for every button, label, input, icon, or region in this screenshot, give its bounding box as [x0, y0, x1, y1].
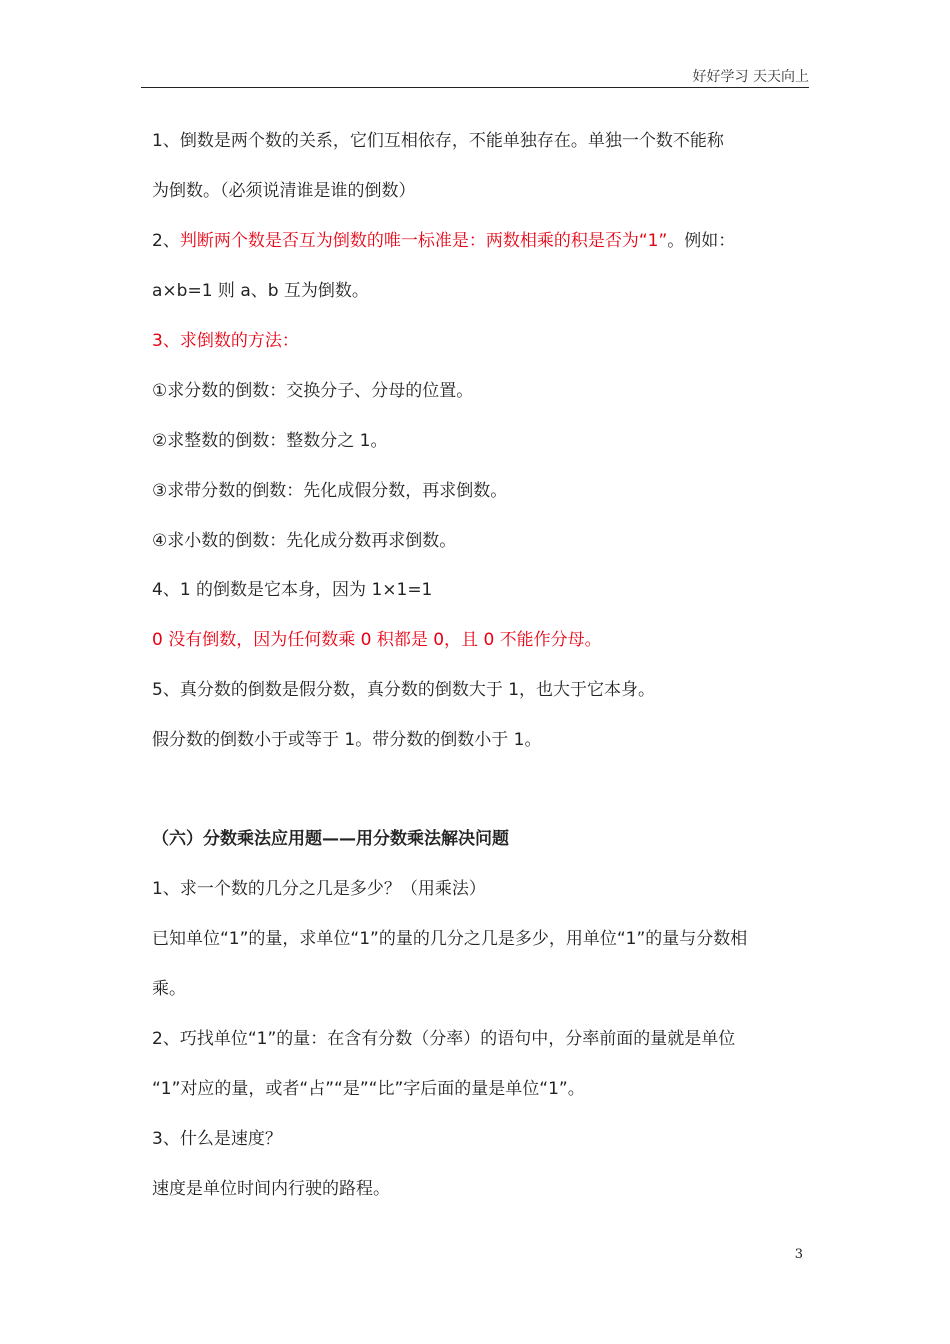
paragraph-find-unit-one-2: “1”对应的量，或者“占”“是”“比”字后面的量是单位“1”。: [152, 1079, 585, 1099]
section-heading-fraction-multiplication: （六）分数乘法应用题——用分数乘法解决问题: [152, 829, 509, 849]
page-number: 3: [794, 1247, 803, 1262]
paragraph-unit-one-1: 已知单位“1”的量，求单位“1”的量的几分之几是多少，用单位“1”的量与分数相: [152, 929, 748, 949]
paragraph-speed-question: 3、什么是速度？: [152, 1129, 282, 1149]
paragraph-reciprocal-example: a×b=1 则 a、b 互为倒数。: [152, 281, 369, 301]
paragraph-speed-definition: 速度是单位时间内行驶的路程。: [152, 1179, 390, 1199]
paragraph-reciprocal-definition-1: 1、倒数是两个数的关系，它们互相依存，不能单独存在。单独一个数不能称: [152, 131, 724, 151]
header-motto: 好好学习 天天向上: [692, 69, 809, 85]
page-header: [141, 0, 809, 89]
paragraph-proper-fraction: 5、真分数的倒数是假分数，真分数的倒数大于 1，也大于它本身。: [152, 680, 656, 700]
paragraph-unit-one-2: 乘。: [152, 979, 186, 999]
method-integer: ②求整数的倒数：整数分之 1。: [152, 431, 388, 451]
criterion-suffix: 。例如：: [667, 231, 736, 251]
paragraph-zero-reciprocal: 0 没有倒数，因为任何数乘 0 积都是 0，且 0 不能作分母。: [152, 630, 602, 650]
paragraph-improper-fraction: 假分数的倒数小于或等于 1。带分数的倒数小于 1。: [152, 730, 542, 750]
criterion-prefix: 2、: [152, 231, 180, 251]
paragraph-fraction-of-number: 1、求一个数的几分之几是多少？（用乘法）: [152, 879, 486, 899]
criterion-highlight: 判断两个数是否互为倒数的唯一标准是：两数相乘的积是否为“1”: [179, 231, 668, 251]
paragraph-reciprocal-criterion: [152, 229, 735, 253]
method-decimal: ④求小数的倒数：先化成分数再求倒数。: [152, 531, 457, 551]
paragraph-reciprocal-definition-2: 为倒数。（必须说清谁是谁的倒数）: [152, 181, 416, 201]
paragraph-find-unit-one-1: 2、巧找单位“1”的量：在含有分数（分率）的语句中，分率前面的量就是单位: [152, 1029, 736, 1049]
paragraph-one-reciprocal: 4、1 的倒数是它本身，因为 1×1=1: [152, 580, 433, 600]
method-fraction: ①求分数的倒数：交换分子、分母的位置。: [152, 381, 474, 401]
heading-reciprocal-methods: 3、求倒数的方法：: [152, 331, 299, 351]
method-mixed-number: ③求带分数的倒数：先化成假分数，再求倒数。: [152, 481, 508, 501]
header-rule: [141, 87, 809, 88]
